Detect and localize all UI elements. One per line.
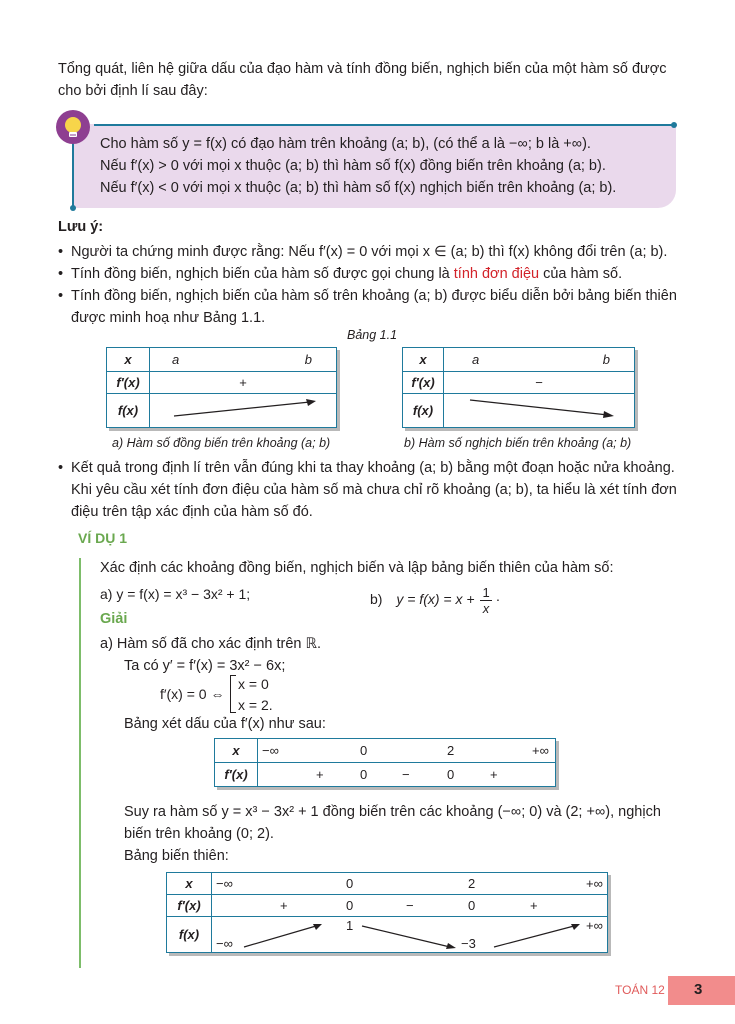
label-b: b [602,352,610,367]
sign: 0 [468,898,476,913]
label-a: a [172,352,180,367]
highlight-term: tính đơn điệu [453,266,540,282]
decreasing-arrow [444,394,634,424]
x-values-row [258,739,556,763]
bullet: • [58,244,64,260]
note-text [71,285,678,329]
solution-step: Bảng biến thiên: [124,848,229,864]
header-fprime: f′(x) [107,372,150,394]
bullet: • [58,266,64,282]
sign: − [402,767,410,782]
solution-equivalence: f′(x) = 0 ⇔ [160,686,225,702]
note-text [71,263,678,285]
part-label: b) [370,591,383,608]
f-values-row [212,917,608,953]
border-dot [671,122,677,128]
x-value: −∞ [216,876,233,891]
case-1: x = 0 [238,676,269,692]
note-item [58,285,678,329]
example-title: VÍ DỤ 1 [78,530,128,546]
sign-cell: − [444,372,635,394]
x-value: +∞ [586,876,603,891]
header-x: x [215,739,258,763]
sign: − [406,898,414,913]
header-fprime: f′(x) [215,763,258,787]
theorem-line: Nếu f′(x) < 0 với mọi x thuộc (a; b) thì hàm số f(x) nghịch biến trên khoảng (a; b). [100,180,617,196]
table-caption: Bảng 1.1 [347,328,398,342]
header-x: x [403,348,444,372]
table-b-caption: b) Hàm số nghịch biến trên khoảng (a; b) [404,436,632,450]
f-value: +∞ [586,918,603,933]
solution-step: a) Hàm số đã cho xác định trên ℝ. [100,636,322,652]
note-text: Kết quả trong định lí trên vẫn đúng khi ta thay khoảng (a; b) bằng một đoạn hoặc nửa khoảng. Khi yêu cầu xét tính đơn điệu của hàm số mà chưa chỉ rõ khoảng (a; b), ta hiểu là xét tính đơn điệu trên tập xác định của hàm số đó. [71,460,677,520]
header-x: x [167,873,212,895]
text-part: Tính đồng biến, nghịch biến của hàm số được gọi chung là [71,266,454,282]
label-a: a [472,352,480,367]
note-title: Lưu ý: [58,219,104,235]
sign-table [214,738,556,787]
theorem-text [100,133,670,199]
sign-row [212,895,608,917]
book-title: TOÁN 12 [615,983,665,997]
f-value: 1 [346,918,354,933]
x-value: 0 [360,743,368,758]
page-number: 3 [694,981,703,998]
x-value: 2 [447,743,455,758]
header-f: f(x) [403,394,444,428]
example-task: Xác định các khoảng đồng biến, nghịch biến và lập bảng biến thiên của hàm số: [100,560,614,576]
x-value: 0 [346,876,354,891]
variation-table-increasing [106,347,337,428]
text-line: được minh hoạ như Bảng 1.1. [71,310,266,326]
denominator: x [482,601,490,616]
sign: + [490,767,498,782]
sign: 0 [360,767,368,782]
theorem-border-left [72,135,74,209]
increasing-arrow [150,394,336,424]
f-value: −3 [461,936,476,951]
header-f: f(x) [107,394,150,428]
table-a-caption: a) Hàm số đồng biến trên khoảng (a; b) [112,436,331,450]
text-part: của hàm số. [539,266,623,282]
note-item [58,241,678,263]
border-dot [70,205,76,211]
intro-paragraph: Tổng quát, liên hệ giữa dấu của đạo hàm và tính đồng biến, nghịch biến của một hàm số được cho bởi định lí sau đây: [58,61,667,99]
solution-title: Giải [100,611,128,627]
example-part-a: a) y = f(x) = x³ − 3x² + 1; [100,586,251,602]
bracket [230,675,236,713]
part-expr: y = f(x) = x + [396,591,475,608]
variation-arrows [212,917,608,953]
f-value: −∞ [216,936,233,951]
case-2: x = 2. [238,697,273,713]
x-values-row [212,873,608,895]
header-fprime: f′(x) [167,895,212,917]
arrow-cell [444,394,635,428]
example-part-b [370,585,500,616]
label-b: b [304,352,312,367]
theorem-line: Cho hàm số y = f(x) có đạo hàm trên khoảng (a; b), (có thể a là −∞; b là +∞). [100,136,591,152]
example-sidebar-line [79,558,81,968]
variation-table [166,872,608,953]
bullet: • [58,460,64,476]
sign: 0 [447,767,455,782]
theorem-border-top [94,124,674,126]
sign: + [316,767,324,782]
text-line: Tính đồng biến, nghịch biến của hàm số trên khoảng (a; b) được biểu diễn bởi bảng biến thiên [71,288,677,304]
header-x: x [107,348,150,372]
numerator: 1 [482,585,490,600]
sign-cell: + [150,372,337,394]
fraction [480,585,491,616]
theorem-line: Nếu f′(x) > 0 với mọi x thuộc (a; b) thì hàm số f(x) đồng biến trên khoảng (a; b). [100,158,606,174]
lightbulb-icon [56,110,90,144]
bullet: • [58,288,64,304]
sign-row [258,763,556,787]
x-value: 2 [468,876,476,891]
sign: + [280,898,288,913]
solution-step: Ta có y′ = f′(x) = 3x² − 6x; [124,658,286,674]
header-fprime: f′(x) [403,372,444,394]
header-f: f(x) [167,917,212,953]
solution-step: Bảng xét dấu của f′(x) như sau: [124,716,326,732]
solution-conclusion: Suy ra hàm số y = x³ − 3x² + 1 đồng biến trên các khoảng (−∞; 0) và (2; +∞), nghịch biến trên khoảng (0; 2). [124,804,661,842]
note-item [58,457,678,523]
note-item [58,263,678,285]
sign: + [530,898,538,913]
period: · [495,591,501,608]
x-value: +∞ [532,743,549,758]
x-value: −∞ [262,743,279,758]
variation-table-decreasing [402,347,635,428]
arrow-cell [150,394,337,428]
sign: 0 [346,898,354,913]
note-text: Người ta chứng minh được rằng: Nếu f′(x) = 0 với mọi x ∈ (a; b) thì f(x) không đổi trên (a; b). [71,244,668,260]
